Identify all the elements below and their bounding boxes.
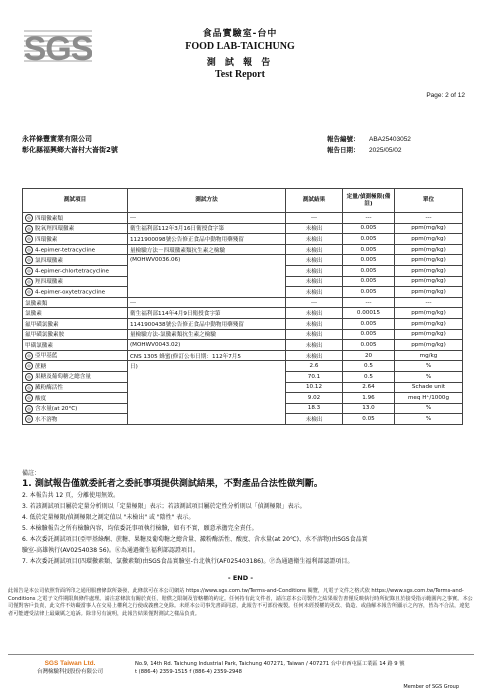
cell-result: 未檢出 [286, 276, 343, 287]
note-line: 3. 若該測試項目屬於定量分析則以「定量極限」表示；若該測試項目屬於定性分析則以「偵測極限」表示。 [22, 503, 306, 510]
cell-method: (MOHWV0043.02) [128, 340, 286, 351]
cell-unit: ppm(mg/kg) [395, 255, 463, 266]
accreditation-mark-icon: ◎ [25, 278, 33, 286]
cell-item [23, 318, 128, 329]
report-meta [327, 134, 411, 156]
cell-result: 未檢出 [286, 318, 343, 329]
company-name-en: SGS Taiwan Ltd. [44, 660, 96, 667]
cell-unit: % [395, 361, 463, 372]
cell-unit: ppm(mg/kg) [395, 265, 463, 276]
table-row [23, 276, 463, 287]
cell-result: 未檢出 [286, 244, 343, 255]
cell-result: 未檢出 [286, 329, 343, 340]
cell-item [23, 297, 128, 308]
item-name: 四環黴素 [35, 236, 58, 243]
cell-result: 2.6 [286, 361, 343, 372]
client-name: 永祥條豐實業有限公司 [22, 135, 92, 143]
item-name: 氯黴素類 [25, 300, 48, 307]
report-no: ABA25403052 [369, 136, 411, 143]
note-line: 1. 測試報告僅就委託者之委託事項提供測試結果，不對產品合法性做判斷。 [22, 479, 323, 489]
end-marker: - END - [227, 574, 254, 582]
cell-item [23, 287, 128, 298]
cell-method: --- [128, 213, 286, 224]
accreditation-mark-icon: ◎ [25, 288, 33, 296]
cell-result: 未檢出 [286, 265, 343, 276]
table-row [23, 287, 463, 298]
item-name: 氯四環黴素 [35, 257, 63, 264]
cell-result: 未檢出 [286, 340, 343, 351]
cell-item [23, 308, 128, 319]
item-name: 四環黴素類 [35, 215, 63, 222]
cell-result: 18.3 [286, 403, 343, 414]
cell-result: 未檢出 [286, 308, 343, 319]
accreditation-mark-icon: ◎ [25, 394, 33, 402]
results-table [22, 188, 463, 425]
cell-unit: meq H⁺/1000g [395, 393, 463, 404]
cell-method: 衛生福利部114年4月9日衛授食字第 [128, 308, 286, 319]
cell-limit: 0.005 [343, 318, 395, 329]
cell-limit: 1.96 [343, 393, 395, 404]
note-line: 驗室-高雄執行(AV0254038 56)。Ⓚ為通過衛生福利部認證項目。 [22, 547, 199, 554]
phone-line: t (886-4) 2359-1515 f (886-4) 2359-2948 [135, 669, 242, 675]
report-date: 2025/05/02 [369, 147, 402, 154]
table-body [23, 213, 463, 425]
cell-result: 未檢出 [286, 350, 343, 361]
lab-title-block [140, 26, 340, 80]
cell-limit: 0.005 [343, 255, 395, 266]
item-name: 氟甲磺氯黴素胺 [25, 332, 65, 339]
table-row [23, 393, 463, 404]
col-header-item: 測試項目 [23, 189, 128, 213]
cell-unit: ppm(mg/kg) [395, 287, 463, 298]
cell-method [128, 371, 286, 382]
cell-unit: --- [395, 213, 463, 224]
cell-result: 9.02 [286, 393, 343, 404]
table-row [23, 361, 463, 372]
cell-limit: 0.005 [343, 244, 395, 255]
cell-item [23, 265, 128, 276]
item-name: 4-epimer-tetracycline [35, 247, 96, 254]
cell-item [23, 382, 128, 393]
cell-result: 未檢出 [286, 287, 343, 298]
accreditation-mark-icon: ◎ [25, 362, 33, 370]
item-name: 氯黴素 [25, 311, 42, 318]
cell-result: 10.12 [286, 382, 343, 393]
cell-unit: mg/kg [395, 350, 463, 361]
cell-unit: ppm(mg/kg) [395, 276, 463, 287]
cell-result: 70.1 [286, 371, 343, 382]
accreditation-mark-icon: ◎ [25, 373, 33, 381]
cell-unit: ppm(mg/kg) [395, 308, 463, 319]
table-row [23, 414, 463, 425]
note-line: 7. 本次委託測試項目(四環黴素類、氯黴素類)由SGS食品實驗室-台北執行(AF025403186)。Ⓟ為通過衛生福利部認證項目。 [22, 558, 354, 565]
accreditation-mark-icon: ◎ [25, 415, 33, 423]
disclaimer-text: 此報告是本公司依照背面所印之通用服務條款所簽發，此條款可在本公司網站 https://www.sgs.com.tw/Terms-and-Conditions 閱覽，凡電子文件之格式依 https://www.sgs.com.tw/Terms-and-Conditions 之電子文件期限與條件處理。請注意條款有關於責任、賠償之限制及管轄權的約定。任何持有此文件者，請注意本公司製作之結果報告書僅反映執行時所紀錄且於接受指示範圍內之事實。本公司僅對客戶負責，此文件不妨礙當事人在交易上權利之行使或義務之免除。未經本公司事先書面同意，此報告不可部份複製。任何未經授權的更改、偽造、或曲解本報告所顯示之內容，皆為不合法，違犯者可能遭受法律上最嚴厲之追訴。除非另有說明，此報告結果僅對測試之樣品負責。 [8, 588, 473, 617]
cell-unit: ppm(mg/kg) [395, 318, 463, 329]
table-row [23, 382, 463, 393]
cell-unit: % [395, 371, 463, 382]
note-line: 6. 本次委託測試項目(亞甲基綠酮、蔗糖、果糖及葡萄糖之總含量、澱粉酶活性、酸度、含水量(at 20℃)、水不溶物)由SGS食品實 [22, 536, 368, 543]
cell-method: 量檢驗方法-氯黴素類抗生素之檢驗 [128, 329, 286, 340]
cell-limit: 0.005 [343, 234, 395, 245]
accreditation-mark-icon: ◎ [25, 214, 33, 222]
cell-method [128, 287, 286, 298]
table-row [23, 340, 463, 351]
cell-limit: 0.05 [343, 414, 395, 425]
cell-result: --- [286, 297, 343, 308]
cell-unit: % [395, 403, 463, 414]
accreditation-mark-icon: ◎ [25, 384, 33, 392]
cell-limit: 0.005 [343, 276, 395, 287]
cell-item [23, 350, 128, 361]
cell-limit: 0.00015 [343, 308, 395, 319]
item-name: 亞甲基藍 [35, 353, 58, 360]
col-header-method: 測試方法 [128, 189, 286, 213]
lab-name-zh: 食品實驗室-台中 [202, 29, 278, 39]
accreditation-mark-icon: ◎ [25, 256, 33, 264]
footer-address [135, 660, 404, 676]
accreditation-mark-icon: ◎ [25, 352, 33, 360]
table-row [23, 318, 463, 329]
item-name: 蔗糖 [35, 363, 47, 370]
note-line: 5. 本檢驗報告之所有檢驗內容，均依委託事項執行檢驗，如有不實，願意承擔完全責任。 [22, 525, 258, 532]
cell-limit: 0.5 [343, 361, 395, 372]
cell-limit: 0.005 [343, 223, 395, 234]
cell-item [23, 276, 128, 287]
table-row [23, 350, 463, 361]
cell-unit: Schade unit [395, 382, 463, 393]
table-row [23, 223, 463, 234]
notes-block [22, 468, 462, 567]
cell-method: (MOHWV0036.06) [128, 255, 286, 266]
cell-method: 衛生福利部112年3月16日衛授食字第 [128, 223, 286, 234]
cell-unit: ppm(mg/kg) [395, 244, 463, 255]
cell-limit: 0.005 [343, 265, 395, 276]
table-row [23, 255, 463, 266]
cell-limit: 0.005 [343, 340, 395, 351]
cell-limit: 0.005 [343, 329, 395, 340]
cell-result: 未檢出 [286, 223, 343, 234]
col-header-result: 測試結果 [286, 189, 343, 213]
item-name: 4-epimer-chlortetracycline [35, 268, 109, 275]
note-line: 2. 本報告共 12 頁，分離使用無效。 [22, 492, 120, 499]
item-name: 4-epimer-oxytetracycline [35, 289, 106, 296]
table-row [23, 403, 463, 414]
cell-item [23, 361, 128, 372]
cell-result: --- [286, 213, 343, 224]
cell-item [23, 223, 128, 234]
footer-divider [8, 654, 474, 655]
cell-item [23, 255, 128, 266]
cell-method: 1141900438號公告修正食品中動物用藥殘留 [128, 318, 286, 329]
cell-unit: ppm(mg/kg) [395, 234, 463, 245]
cell-result: 未檢出 [286, 414, 343, 425]
report-date-label: 報告日期： [327, 146, 360, 154]
cell-item [23, 340, 128, 351]
sgs-member-text: Member of SGS Group [403, 684, 459, 690]
item-name: 氟甲磺氯黴素 [25, 321, 59, 328]
accreditation-mark-icon: ◎ [25, 235, 33, 243]
cell-limit: 0.005 [343, 287, 395, 298]
cell-method [128, 382, 286, 393]
table-header-row [23, 189, 463, 213]
item-name: 含水量(at 20°C) [35, 406, 78, 413]
item-name: 甲磺氯黴素 [25, 342, 53, 349]
page-number: Page: 2 of 12 [426, 92, 465, 99]
cell-method: 日) [128, 361, 286, 372]
table-row [23, 329, 463, 340]
item-name: 酸度 [35, 395, 47, 402]
item-name: 水不溶物 [35, 416, 58, 423]
table-row [23, 244, 463, 255]
cell-item [23, 244, 128, 255]
cell-item [23, 234, 128, 245]
cell-unit: ppm(mg/kg) [395, 340, 463, 351]
cell-method [128, 403, 286, 414]
table-row [23, 308, 463, 319]
item-name: 果糖及葡萄糖之總含量 [35, 374, 91, 381]
lab-name-en: FOOD LAB-TAICHUNG [185, 41, 295, 52]
col-header-unit: 單位 [395, 189, 463, 213]
notes-label: 備註： [22, 470, 41, 477]
footer-company [14, 660, 126, 675]
item-name: 澱粉酶活性 [35, 385, 63, 392]
cell-item [23, 414, 128, 425]
table-row [23, 371, 463, 382]
table-row [23, 297, 463, 308]
cell-unit: % [395, 414, 463, 425]
cell-result: 未檢出 [286, 255, 343, 266]
cell-item [23, 403, 128, 414]
company-name-zh: 台灣檢驗科技股份有限公司 [36, 669, 103, 675]
cell-item [23, 213, 128, 224]
client-block [22, 134, 118, 156]
col-header-limit: 定量/偵測極限(備註) [343, 189, 395, 213]
cell-limit: 20 [343, 350, 395, 361]
accreditation-mark-icon: ◎ [25, 225, 33, 233]
cell-method [128, 276, 286, 287]
note-line: 4. 低於定量極限/偵測極限之測定值以 "未檢出" 或 "陰性" 表示。 [22, 514, 195, 521]
cell-limit: --- [343, 297, 395, 308]
cell-limit: --- [343, 213, 395, 224]
cell-method: CNS 1305 蜂蜜(修訂公布日期：112年7月5 [128, 350, 286, 361]
cell-item [23, 329, 128, 340]
cell-unit: ppm(mg/kg) [395, 329, 463, 340]
cell-limit: 13.0 [343, 403, 395, 414]
cell-method [128, 414, 286, 425]
cell-method: 1121900098號公告修正食品中動物用藥殘留 [128, 234, 286, 245]
cell-item [23, 393, 128, 404]
accreditation-mark-icon: ◎ [25, 267, 33, 275]
cell-unit: ppm(mg/kg) [395, 223, 463, 234]
item-name: 脫氧羥四環黴素 [35, 226, 75, 233]
accreditation-mark-icon: ◎ [25, 246, 33, 254]
report-title-en: Test Report [215, 69, 265, 80]
cell-unit: --- [395, 297, 463, 308]
client-address: 彰化縣福興鄉大崙村大崙街2號 [22, 146, 118, 154]
table-row [23, 213, 463, 224]
sgs-logo [24, 28, 92, 66]
item-name: 羥四環黴素 [35, 279, 63, 286]
cell-method: --- [128, 297, 286, 308]
report-no-label: 報告編號： [327, 135, 360, 143]
accreditation-mark-icon: ◎ [25, 405, 33, 413]
cell-item [23, 371, 128, 382]
cell-method: 量檢驗方法－四環黴素類抗生素之檢驗 [128, 244, 286, 255]
address-line: No.9, 14th Rd. Taichung Industrial Park, Taichung 407271, Taiwan / 407271 台中市西屯區工業區 14 路 9 號 [135, 661, 405, 667]
cell-limit: 2.64 [343, 382, 395, 393]
cell-result: 未檢出 [286, 234, 343, 245]
svg-text:SGS: SGS [24, 30, 92, 66]
cell-method [128, 393, 286, 404]
cell-method [128, 265, 286, 276]
cell-limit: 0.5 [343, 371, 395, 382]
table-row [23, 265, 463, 276]
table-row [23, 234, 463, 245]
report-title-zh: 測 試 報 告 [206, 58, 274, 68]
